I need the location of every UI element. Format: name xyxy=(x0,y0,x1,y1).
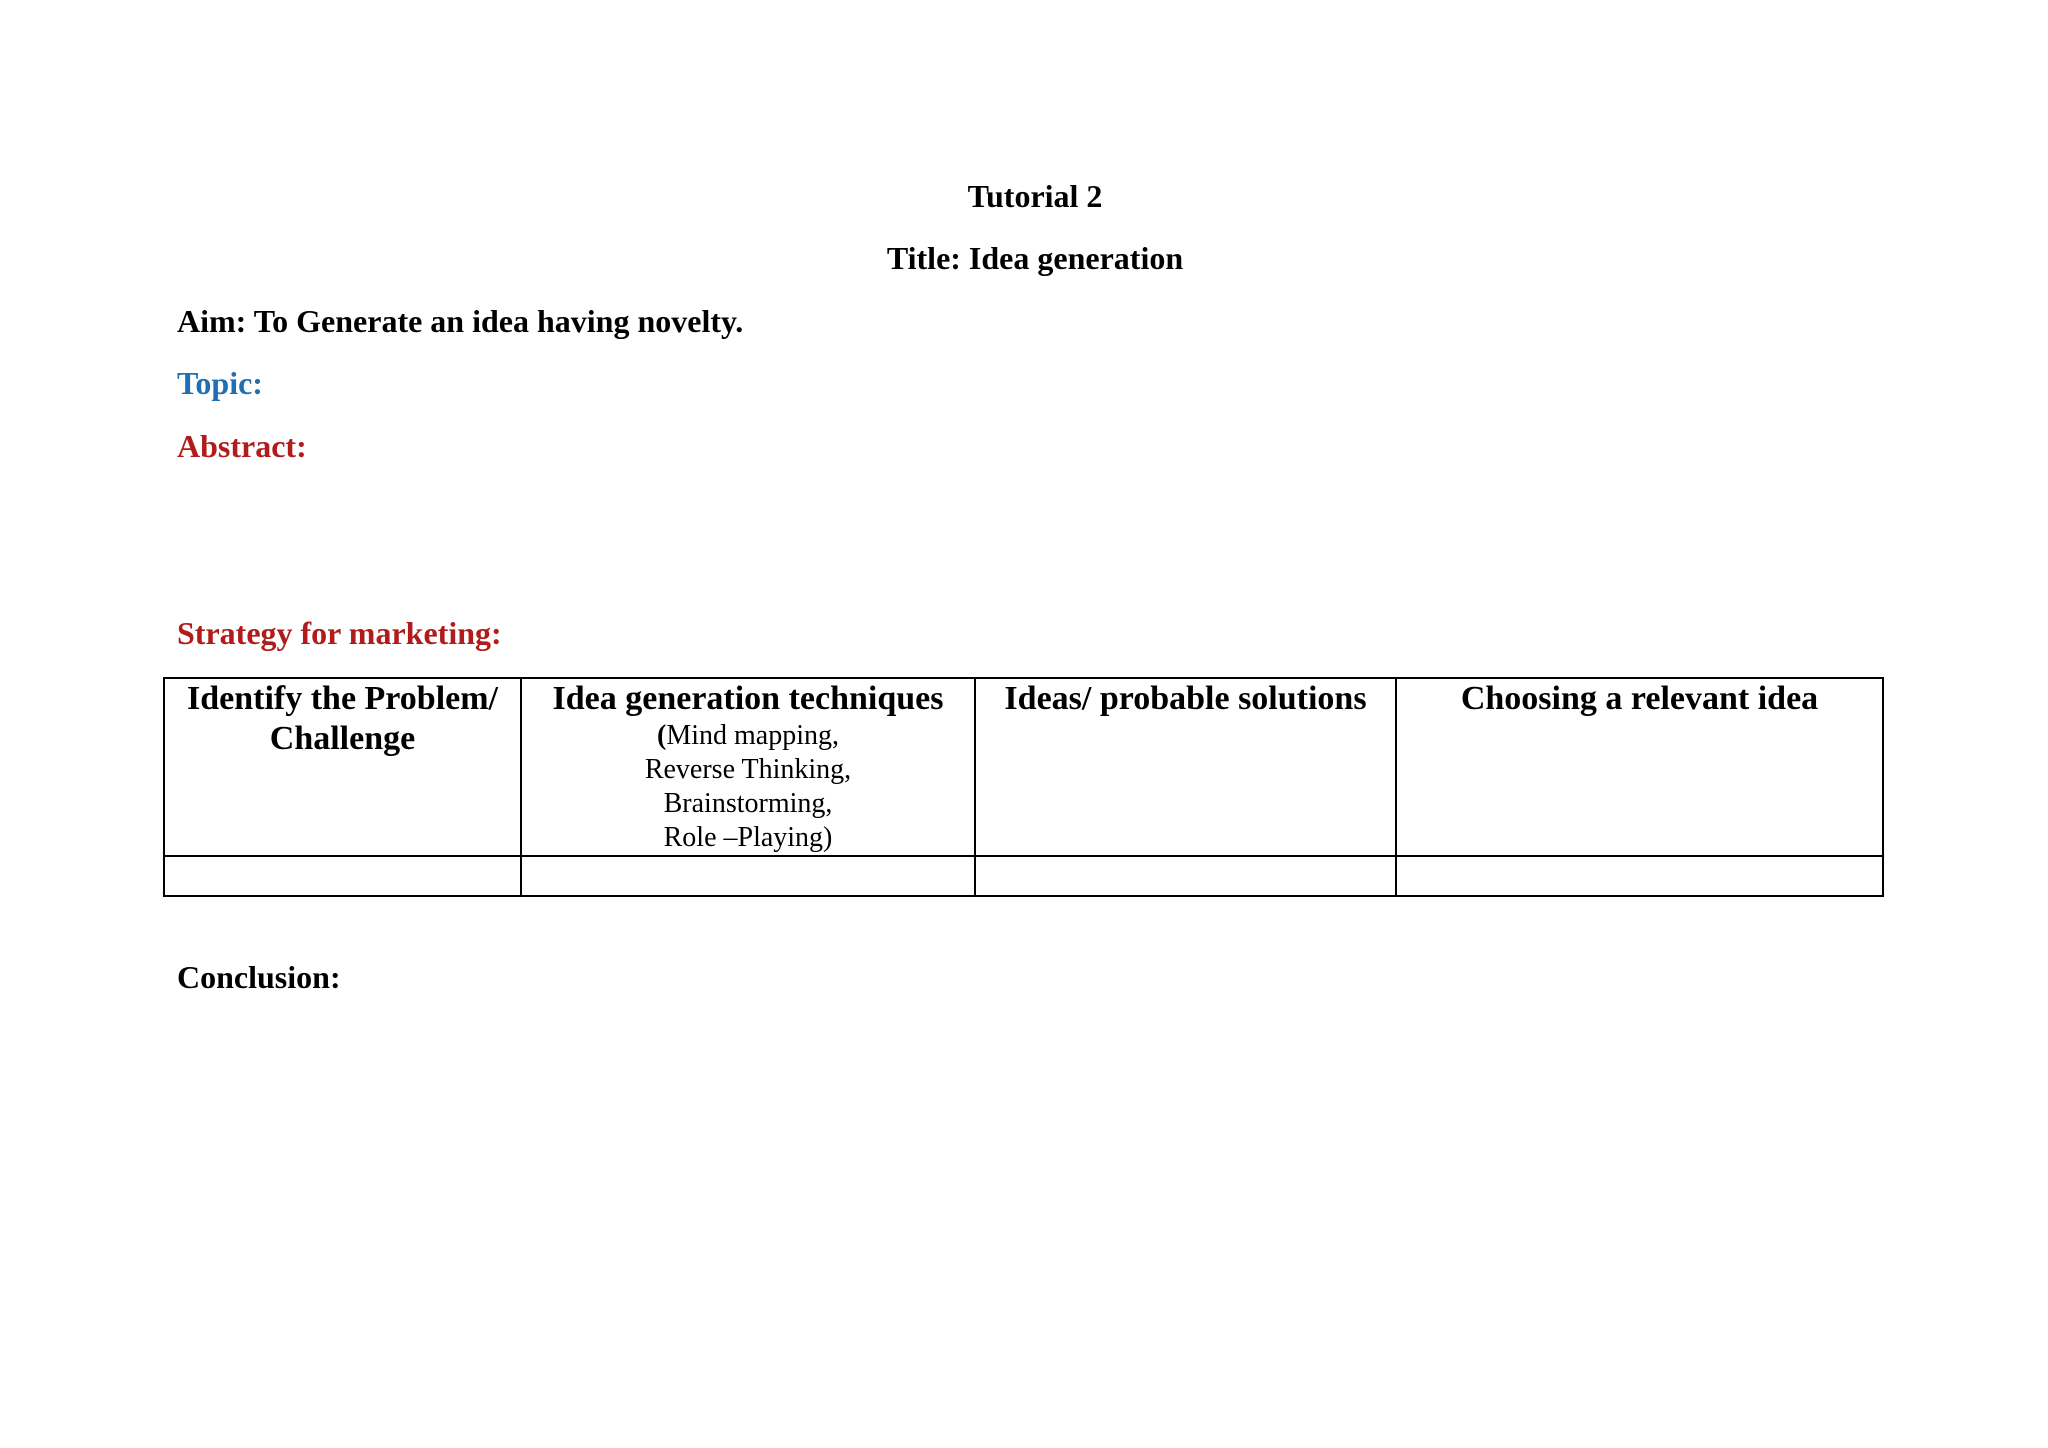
document-title: Title: Idea generation xyxy=(886,240,1184,276)
techniques-item-reverse-thinking: Reverse Thinking, xyxy=(644,754,852,785)
header-cell-relevant-idea xyxy=(1396,678,1883,856)
table-cell-solutions[interactable] xyxy=(975,856,1396,896)
abstract-label: Abstract: xyxy=(177,428,307,464)
tutorial-heading: Tutorial 2 xyxy=(967,178,1103,214)
header-cell-problem xyxy=(164,678,521,856)
topic-label: Topic: xyxy=(177,365,263,401)
header-cell-techniques xyxy=(521,678,975,856)
table-row xyxy=(164,856,1883,896)
table-cell-problem[interactable] xyxy=(164,856,521,896)
techniques-item-role-playing: Role –Playing) xyxy=(663,822,833,853)
techniques-open-paren: ( xyxy=(657,720,667,751)
header-cell-solutions xyxy=(975,678,1396,856)
table-cell-techniques[interactable] xyxy=(521,856,975,896)
header-problem-line1: Identify the Problem/ xyxy=(186,680,498,717)
table-header-row xyxy=(164,678,1883,856)
header-relevant-idea-title: Choosing a relevant idea xyxy=(1460,680,1819,717)
techniques-item-mind-mapping-text: Mind mapping, xyxy=(666,720,839,751)
aim-statement: Aim: To Generate an idea having novelty. xyxy=(177,303,744,339)
header-techniques-title: Idea generation techniques xyxy=(552,680,944,717)
conclusion-label: Conclusion: xyxy=(177,959,341,995)
techniques-item-brainstorming: Brainstorming, xyxy=(663,788,833,819)
table-cell-relevant-idea[interactable] xyxy=(1396,856,1883,896)
strategy-label: Strategy for marketing: xyxy=(177,615,502,651)
header-solutions-title: Ideas/ probable solutions xyxy=(1004,680,1367,717)
techniques-item-mind-mapping xyxy=(522,719,974,753)
header-problem-line2: Challenge xyxy=(269,720,416,757)
idea-generation-table xyxy=(163,677,1884,897)
